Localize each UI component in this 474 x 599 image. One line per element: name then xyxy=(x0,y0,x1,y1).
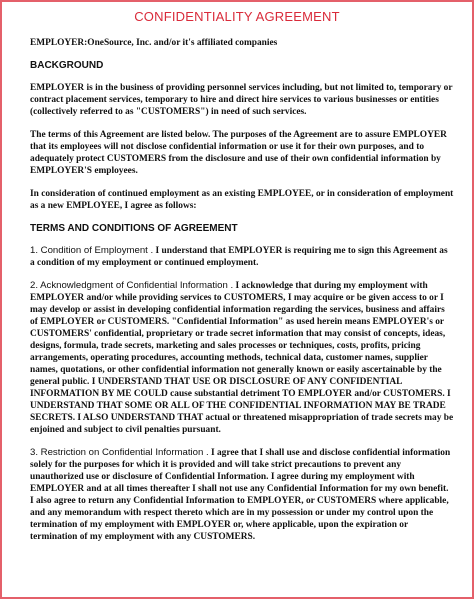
section-text: I understand that EMPLOYER is requiring me to sign this Agreement as a condition of my employment or continued employment. xyxy=(30,246,448,268)
document-title: CONFIDENTIALITY AGREEMENT xyxy=(134,9,340,24)
section-condition-of-employment xyxy=(30,245,454,269)
document-body xyxy=(30,38,454,554)
background-heading: BACKGROUND xyxy=(30,60,104,71)
section-lead: 2. Acknowledgment of Confidential Information . xyxy=(30,280,234,291)
terms-heading: TERMS AND CONDITIONS OF AGREEMENT xyxy=(30,223,238,234)
section-restriction xyxy=(30,447,454,543)
background-paragraph: The terms of this Agreement are listed below. The purposes of the Agreement are to assure EMPLOYER that its employees will not disclose confidential information or use it for their own purposes, and to adequately protect CUSTOMERS from the disclosure and use of their own confidential information by EMPLOYER'S employees. xyxy=(30,130,447,176)
background-paragraph: In consideration of continued employment as an existing EMPLOYEE, or in consideration of employment as a new EMPLOYEE, I agree as follows: xyxy=(30,189,454,211)
section-text: I acknowledge that during my employment with EMPLOYER and/or while providing services to CUSTOMERS, I may acquire or be given access to or I may develop or assist in developing confidential information regarding the services, business and affairs of EMPLOYER or CUSTOMERS. "Confidential Information" as used herein means EMPLOYER's or CUSTOMERS' confidential, proprietary or trade secret information that may consist of concepts, ideas, designs, formula, trade secrets, marketing and sales processes or techniques, costs, profits, pricing arrangements, operating procedures, accounting methods, technical data, customer names, supplier names, quotations, or other confidential information not generally known or easily ascertainable by the general public. I UNDERSTAND THAT USE OR DISCLOSURE OF ANY CONFIDENTIAL INFORMATION BY ME COULD cause substantial detriment TO EMPLOYER and/or CUSTOMERS. I UNDERSTAND THAT SOME OR ALL OF THE CONFIDENTIAL INFORMATION MAY BE TRADE SECRETS. I ALSO UNDERSTAND THAT actual or threatened misappropriation of trade secrets may be enjoined and subject to civil penalties pursuant. xyxy=(30,281,454,435)
section-acknowledgment xyxy=(30,280,454,436)
section-lead: 3. Restriction on Confidential Information . xyxy=(30,447,209,458)
background-paragraph: EMPLOYER is in the business of providing personnel services including, but not limited to, temporary or contract placement services, temporary to hire and direct hire services to various businesses or entities (collectively referred to as "CUSTOMERS") in need of such services. xyxy=(30,83,453,117)
section-text: I agree that I shall use and disclose confidential information solely for the purposes for which it is provided and will take strict precautions to prevent any unauthorized use or disclosure of Confidential Information. I agree during my employment with EMPLOYER and at all times thereafter I shall not use any Confidential Information for my own benefit. I also agree to return any Confidential Information to EMPLOYER, or CUSTOMERS where applicable, and any memorandum with respect thereto which are in my possession or under my control upon the termination of my employment with EMPLOYER or, where applicable, upon the expiration or termination of my employment with any CUSTOMERS. xyxy=(30,448,451,542)
employer-line: EMPLOYER:OneSource, Inc. and/or it's affiliated companies xyxy=(30,38,278,48)
section-lead: 1. Condition of Employment . xyxy=(30,245,154,256)
